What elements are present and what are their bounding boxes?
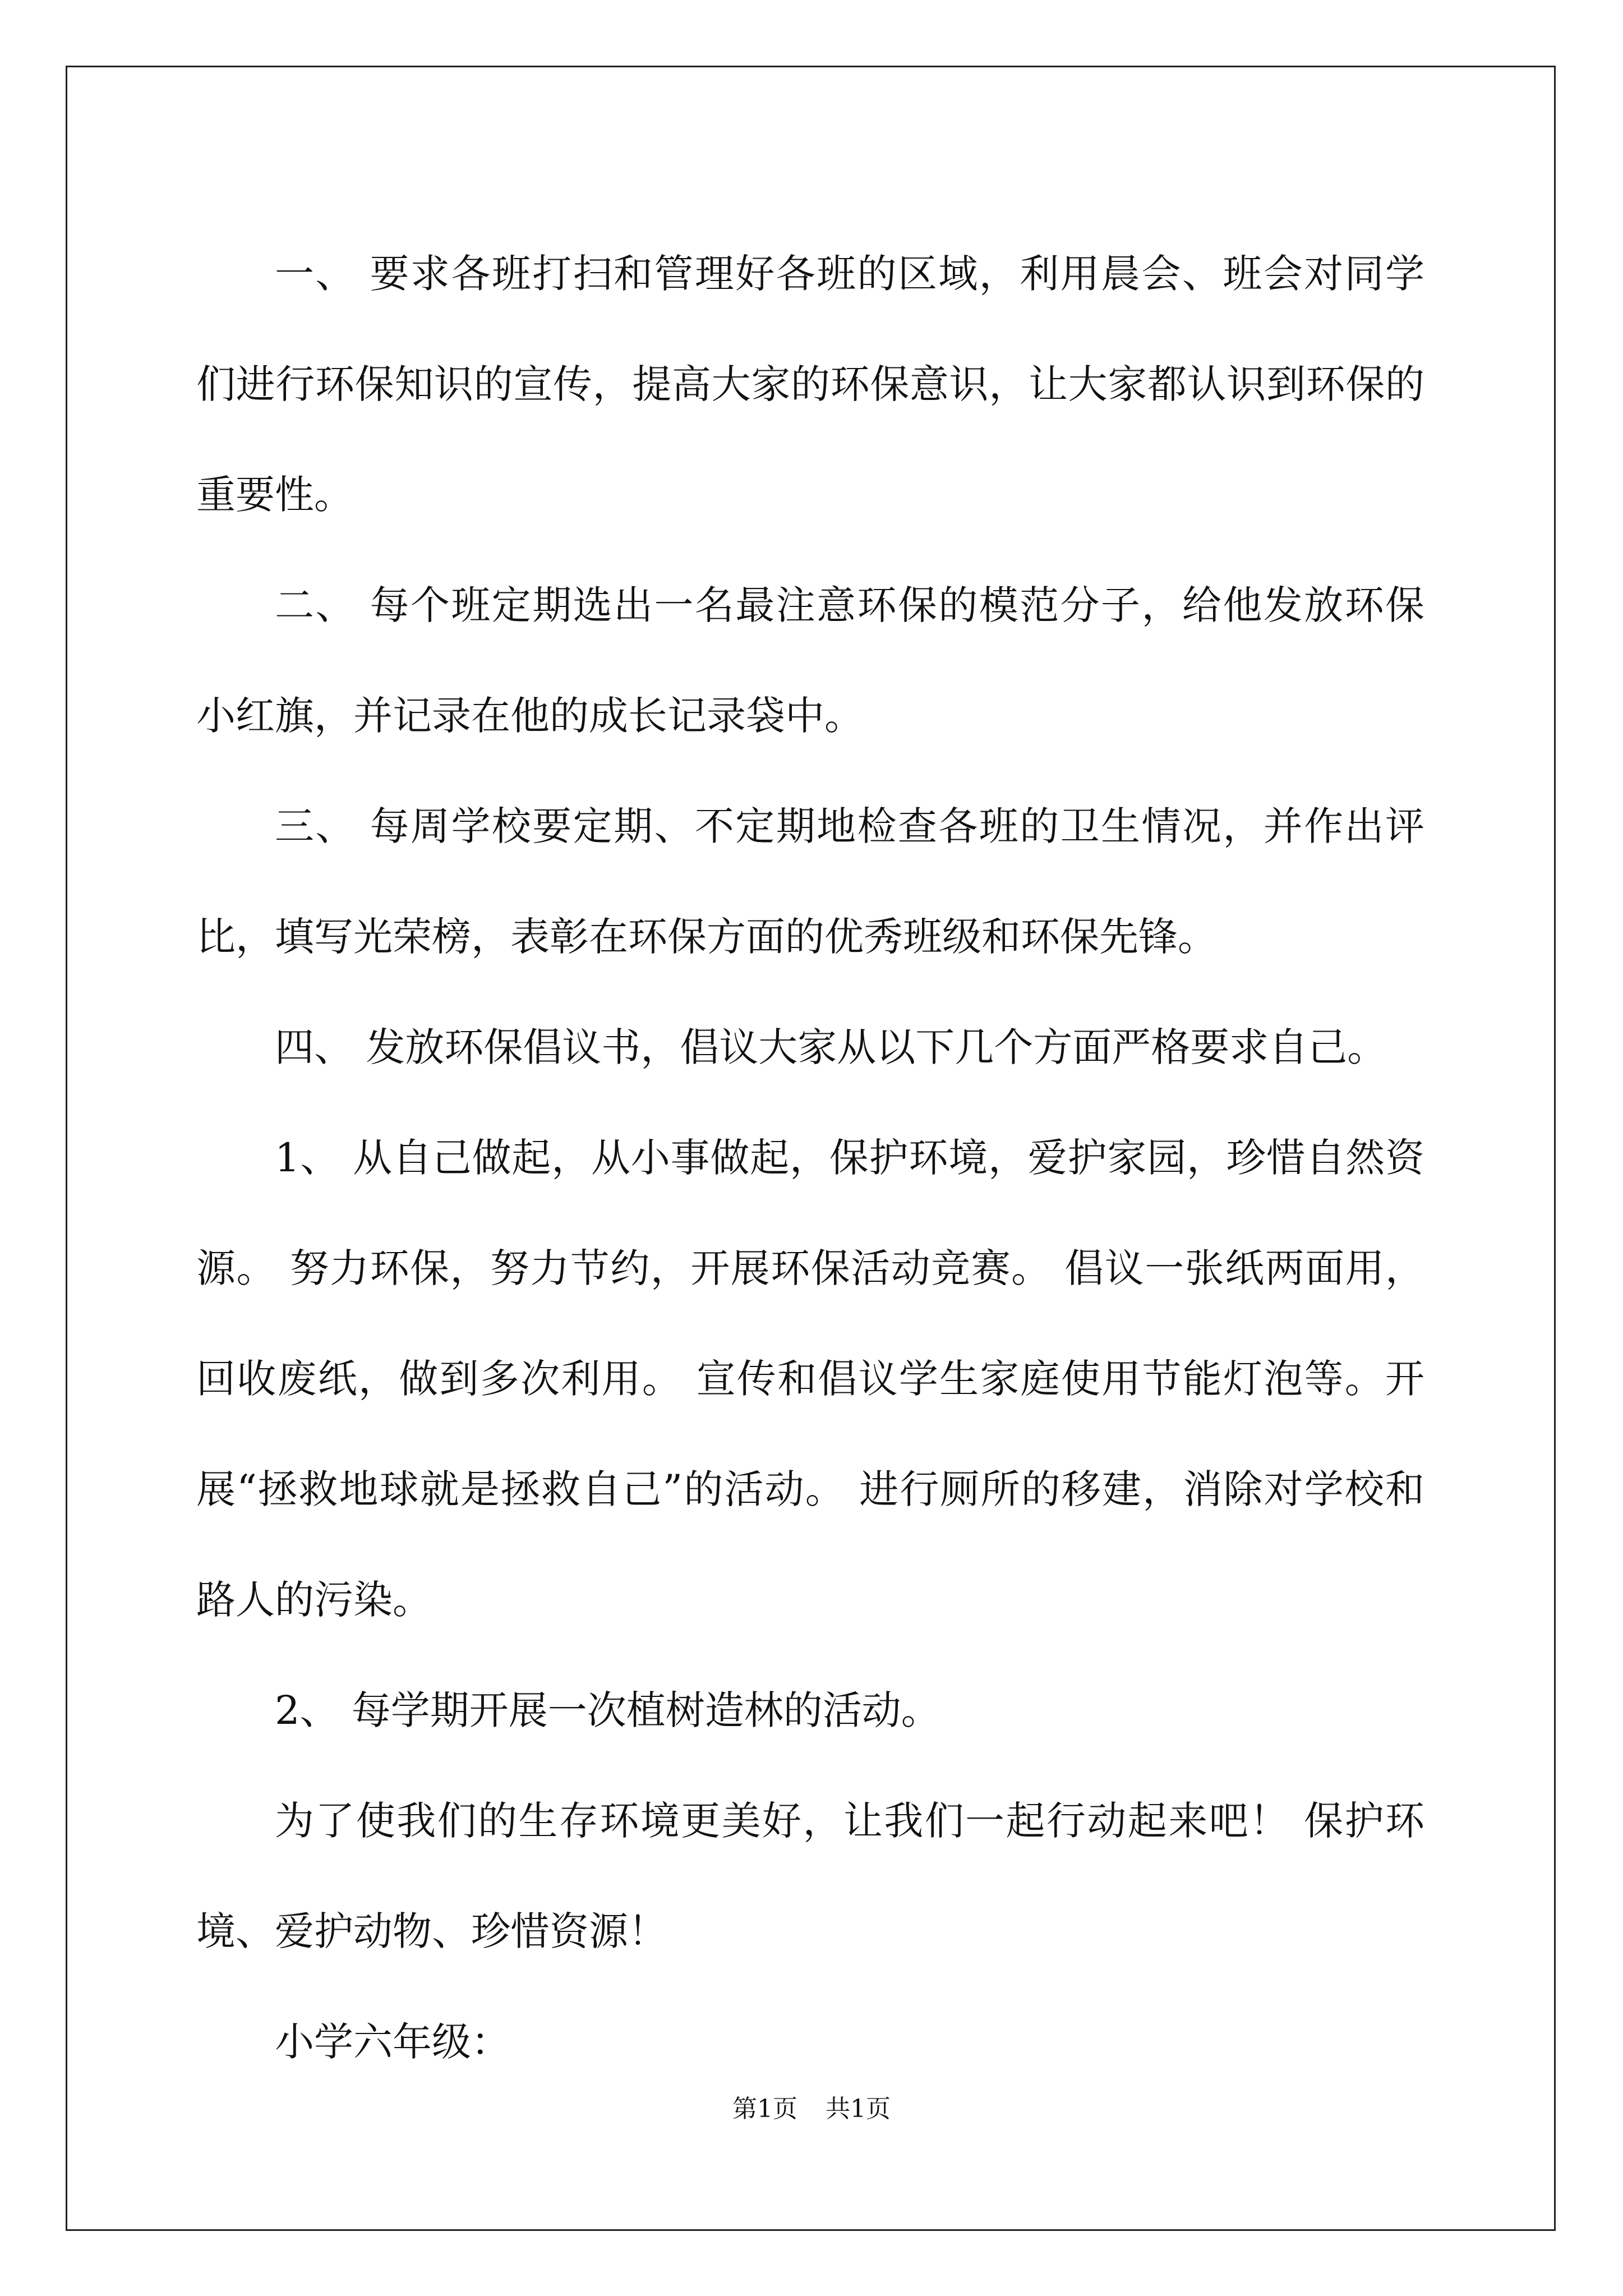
page-number-current: 第1页 [732,2095,797,2123]
paragraph-1: 一、 要求各班打扫和管理好各班的区域，利用晨会、班会对同学们进行环保知识的宣传，提高大家的环保意识，让大家都认识到环保的重要性。 [196,251,1424,518]
paragraph-7: 为了使我们的生存环境更美好，让我们一起行动起来吧！ 保护环境、爱护动物、珍惜资源！ [196,1798,1424,1954]
paragraph-4: 四、 发放环保倡议书，倡议大家从以下几个方面严格要求自己。 [275,1024,1387,1070]
paragraph-2: 二、 每个班定期选出一名最注意环保的模范分子，给他发放环保小红旗，并记录在他的成长记录袋中。 [196,582,1424,739]
paragraph-3: 三、 每周学校要定期、不定期地检查各班的卫生情况，并作出评比，填写光荣榜，表彰在环保方面的优秀班级和环保先锋。 [196,803,1424,960]
paragraph-5: 1、 从自己做起，从小事做起，保护环境，爱护家园，珍惜自然资源。 努力环保，努力节约，开展环保活动竞赛。 倡议一张纸两面用，回收废纸，做到多次利用。 宣传和倡议学生家庭使用节能灯泡等。开展“拯救地球就是拯救自己”的活动。 进行厕所的移建，消除对学校和路人的污染。 [196,1135,1424,1623]
paragraph-6: 2、 每学期开展一次植树造林的活动。 [275,1687,940,1733]
signature-line: 小学六年级： [275,2019,510,2065]
page-number-total: 共1页 [826,2095,891,2123]
page-footer [0,2092,1623,2126]
document-body [196,219,1424,2097]
